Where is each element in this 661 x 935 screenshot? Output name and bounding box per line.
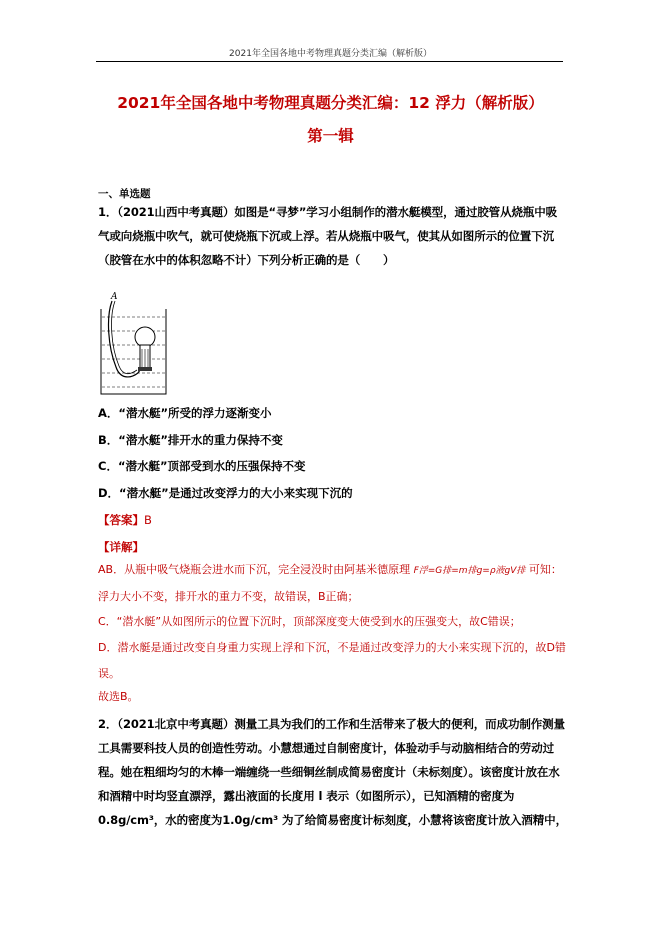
option-b: B．“潜水艇”排开水的重力保持不变 xyxy=(98,433,283,447)
buoyancy-formula: F浮=G排=m排g=ρ液gV排 xyxy=(413,566,526,576)
figure-label: A xyxy=(111,292,118,302)
option-a: A．“潜水艇”所受的浮力逐渐变小 xyxy=(98,406,272,420)
page-title: 2021年全国各地中考物理真题分类汇编：12 浮力（解析版） xyxy=(117,94,544,112)
detail-label: 【详解】 xyxy=(98,540,144,554)
explanation-ab-post: 可知：浮力大小不变，排开水的重力不变，故错误，B正确； xyxy=(98,563,562,603)
explanation-c: C．“潜水艇”从如图所示的位置下沉时，顶部深度变大使受到水的压强变大，故C错误； xyxy=(98,615,521,628)
explanation-ab-pre: AB．从瓶中吸气烧瓶会进水而下沉，完全浸没时由阿基米德原理 xyxy=(98,563,411,576)
running-header: 2021年全国各地中考物理真题分类汇编（解析版） xyxy=(229,49,432,59)
page-subtitle: 第一辑 xyxy=(307,127,354,145)
conclusion: 故选B。 xyxy=(98,690,139,703)
question-2-text: 2．（2021北京中考真题）测量工具为我们的工作和生活带来了极大的便利，而成功制作测量工具需要科技人员的创造性劳动。小慧想通过自制密度计，体验动手与动脑相结合的劳动过程。她在粗细均匀的木棒一端缠绕一些细铜丝制成简易密度计（未标刻度）。该密度计放在水和酒精中时均竖直漂浮，露出液面的长度用 l 表示（如图所示），已知酒精的密度为0.8g/cm³，水的密度为1.0g/cm³ 为了给简易密度计标刻度，小慧将该密度计放入酒精中， xyxy=(98,717,567,827)
section-heading: 一、单选题 xyxy=(98,188,151,200)
answer-value: B xyxy=(144,513,152,527)
question-1-text: 1．（2021山西中考真题）如图是“寻梦”学习小组制作的潜水艇模型，通过胶管从烧瓶中吸气或向烧瓶中吹气，就可使烧瓶下沉或上浮。若从烧瓶中吸气，使其从如图所示的位置下沉（胶管在水中的体积忽略不计）下列分析正确的是（ ） xyxy=(98,205,558,267)
header-rule xyxy=(96,61,563,62)
explanation-d: D．潜水艇是通过改变自身重力实现上浮和下沉，不是通过改变浮力的大小来实现下沉的，故D错误。 xyxy=(98,641,566,680)
answer-label: 【答案】 xyxy=(98,513,144,527)
option-c: C．“潜水艇”顶部受到水的压强保持不变 xyxy=(98,459,306,473)
option-d: D．“潜水艇”是通过改变浮力的大小来实现下沉的 xyxy=(98,486,353,500)
explanation-ab xyxy=(98,557,568,610)
submarine-figure xyxy=(98,287,170,401)
answer-line xyxy=(98,512,152,528)
